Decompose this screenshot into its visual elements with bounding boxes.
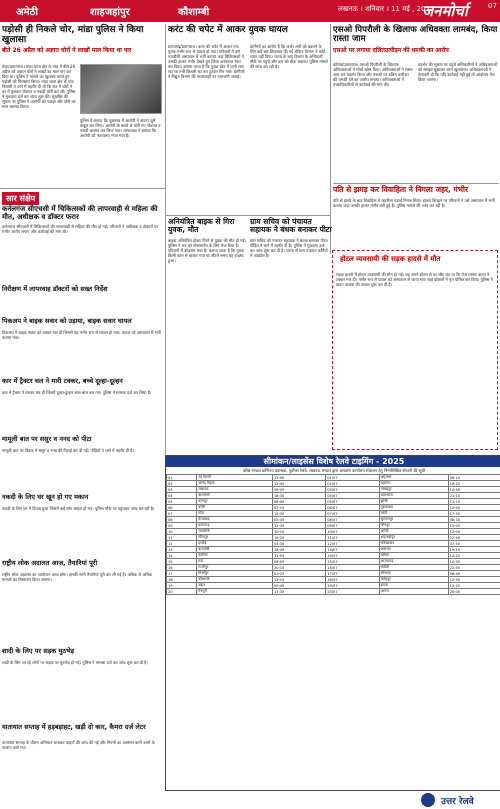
table-cell: 10:35 xyxy=(448,559,500,565)
subheadline-theft: बीते 26 अप्रैल को अज्ञात चोरों ने लाखों माल किया था पार xyxy=(2,47,132,54)
table-cell: 15:20 xyxy=(272,511,325,517)
table-cell: 12:25 xyxy=(448,583,500,589)
table-cell: अमृतसर xyxy=(379,475,448,481)
table-cell: 09:05 xyxy=(272,487,325,493)
table-cell: 02 xyxy=(167,481,197,487)
table-cell: 13 xyxy=(167,547,197,553)
table-cell: 13/07 xyxy=(326,547,379,553)
table-cell: 17/07 xyxy=(326,571,379,577)
table-cell: 11/07 xyxy=(326,535,379,541)
table-cell: 19:15 xyxy=(448,547,500,553)
table-cell: 12 xyxy=(167,541,197,547)
table-cell: 08 xyxy=(167,517,197,523)
notice-table xyxy=(166,474,500,595)
table-cell: गाजीपुर xyxy=(197,565,273,571)
table-cell: 20:05 xyxy=(448,589,500,595)
table-cell: 04:30 xyxy=(272,541,325,547)
table-cell: 10/07 xyxy=(326,529,379,535)
table-cell: 02/07 xyxy=(326,481,379,487)
article-text-advocates-2: प्रदर्शन की सूचना पर पहुंचे अधिकारियों ने अधिवक्ताओं को समझा-बुझाकर जाम खुलवाया। अधिवक्ताओं ने चेतावनी दी कि यदि कार्रवाई नहीं हुई तो आंदोलन तेज किया जाएगा। xyxy=(418,62,497,82)
table-cell: 06 xyxy=(167,505,197,511)
table-cell: 20 xyxy=(167,589,197,595)
section-rule xyxy=(333,183,499,184)
brief-text-1: कर्नलगंज सीएचसी में चिकित्सकों की लापरवाही से महिला की मौत हो गई। परिजनों ने अधीक्षक व डॉक्टरों पर गंभीर आरोप लगाए और कार्रवाई की मांग की। xyxy=(2,224,159,234)
table-cell: लखनऊ xyxy=(197,487,273,493)
table-cell: जौनपुर xyxy=(379,523,448,529)
table-cell: 07:15 xyxy=(272,505,325,511)
brief-text-3: पिकअप ने बाइक सवार को टक्कर मार दी जिससे वह गंभीर रूप से घायल हो गया। घायल को अस्पताल में भर्ती कराया गया। xyxy=(2,330,161,340)
table-cell: मुरादाबाद xyxy=(379,505,448,511)
table-cell: सोनभद्र xyxy=(379,571,448,577)
headline-brief-5: मामूली बात पर ससुर व ननद को पीटा xyxy=(2,435,92,443)
table-cell: 22:40 xyxy=(448,535,500,541)
brief-text-6: नकदी के लिए घर में विवाद हुआ जिसमें कई लोग घायल हो गए। पुलिस मौके पर पहुंचकर जांच कर रही है। xyxy=(2,506,155,511)
headline-brief-1: कर्नलगंज सीएचसी में चिकित्सकों की लापरवाही से महिला की मौत, अधीक्षक व डॉक्टर फरार xyxy=(2,205,158,221)
table-cell: कानपुर xyxy=(197,499,273,505)
table-cell: 14:45 xyxy=(448,487,500,493)
table-cell: 15/07 xyxy=(326,559,379,565)
table-cell: सीतापुर xyxy=(197,535,273,541)
table-cell: 08:30 xyxy=(448,517,500,523)
section-rule xyxy=(165,215,330,216)
column-divider xyxy=(165,24,166,454)
table-cell: प्रयागराज xyxy=(379,493,448,499)
table-cell: 01/07 xyxy=(326,475,379,481)
table-cell: 03/07 xyxy=(326,487,379,493)
location-amethi: अमेठी xyxy=(16,7,39,18)
table-cell: 13:40 xyxy=(272,481,325,487)
table-cell: 12:35 xyxy=(272,523,325,529)
table-cell: 18:30 xyxy=(272,493,325,499)
footer-brand: उत्तर रेलवे xyxy=(441,797,474,807)
table-cell: 21:10 xyxy=(448,493,500,499)
table-cell: इटावा xyxy=(379,583,448,589)
table-cell: शाहजहांपुर xyxy=(379,535,448,541)
table-cell: प्रतापगढ़ xyxy=(197,523,273,529)
table-cell: 16 xyxy=(167,565,197,571)
table-cell: 05/07 xyxy=(326,499,379,505)
table-cell: 05 xyxy=(167,499,197,505)
table-cell: 03 xyxy=(167,487,197,493)
headline-brief-2: निरीक्षण में लापरवाह डॉक्टरों को सख्त निर्देश xyxy=(2,285,108,293)
table-cell: वाराणसी xyxy=(197,493,273,499)
brief-text-5: मामूली बात पर विवाद में ससुर व ननद की पिटाई कर दी गई। पीड़ितों ने थाने में तहरीर दी है। xyxy=(2,448,134,453)
article-text-bike: बाइक अनियंत्रित होकर गिरने से युवक की मौत हो गई। पुलिस ने शव को पोस्टमार्टम के लिए भेज दिया है। परिजनों में कोहराम मचा है। बताया जाता है कि युवक किसी काम से बाजार गया था लौटते समय यह हादसा हुआ। xyxy=(168,238,246,263)
headline-brief-6: नकदी के लिए घर खून हो गए मकान xyxy=(2,493,89,501)
table-cell: 15 xyxy=(167,559,197,565)
table-cell: 17 xyxy=(167,571,197,577)
table-cell: 14/07 xyxy=(326,553,379,559)
date-line: लखनऊ । शनिवार । 11 मई , 2025 xyxy=(338,5,435,13)
table-cell: 11 xyxy=(167,535,197,541)
table-cell: 11:25 xyxy=(448,499,500,505)
headline-brief-9: यातायात सप्ताह में हड़बड़ाहट, खड़ी दो कार, कैमरा दर्ज लेटर xyxy=(2,723,146,731)
table-cell: फर्रुखाबाद xyxy=(379,541,448,547)
table-cell: 09/07 xyxy=(326,523,379,529)
headline-hotel-owner: होटल व्यवसायी की सड़क हादसे में मौत xyxy=(340,255,441,263)
headline-theft: पड़ोसी ही निकले चोर, मांडा पुलिस ने किया खुलासा xyxy=(2,25,144,45)
table-cell: 19/07 xyxy=(326,583,379,589)
notice-footer xyxy=(165,790,500,809)
table-cell: सुल्तानपुर xyxy=(379,517,448,523)
table-cell: आगरा xyxy=(379,589,448,595)
table-cell: 06:40 xyxy=(448,571,500,577)
brief-text-9: यातायात सप्ताह के दौरान अभियान चलाकर वाहनों की जांच की गई और नियमों का उल्लंघन करने वालों के चालान काटे गए। xyxy=(2,740,155,750)
table-cell: 18 xyxy=(167,577,197,583)
table-cell: 14 xyxy=(167,553,197,559)
railway-notice xyxy=(165,455,500,809)
table-cell: 09:40 xyxy=(272,583,325,589)
newspaper-brand: जनमोर्चा xyxy=(422,2,468,20)
table-cell: 17:35 xyxy=(272,589,325,595)
table-cell: 14:20 xyxy=(448,553,500,559)
briefs-tag: सार संक्षेप xyxy=(2,192,39,205)
table-cell: 10:40 xyxy=(448,505,500,511)
table-cell: बाराबंकी xyxy=(197,547,273,553)
table-cell: 04/07 xyxy=(326,493,379,499)
headline-brief-8: शादी के लिए पर सड़क मुठभेड़ xyxy=(2,647,75,655)
brief-text-4: कार में ट्रैक्टर ने टक्कर मार दी जिसमें दूल्हा-दूल्हन बाल-बाल बच गए। पुलिस ने मामला दर्ज कर लिया है। xyxy=(2,390,152,395)
article-text-poison: पति से झगड़े के बाद विवाहिता ने जहरीला पदार्थ निगल लिया। हालत बिगड़ने पर परिजनों ने उसे अस्पताल में भर्ती कराया जहां उसकी हालत गंभीर बनी हुई है। पुलिस मामले की जांच कर रही है। xyxy=(333,198,495,208)
headline-brief-7: राष्ट्रीय लोक अदालत आज, तैयारियां पूरी xyxy=(2,559,98,567)
location-kaushambi: कौशाम्बी xyxy=(178,7,210,18)
table-cell: चंदौली xyxy=(379,565,448,571)
table-cell: रायबरेली xyxy=(197,529,273,535)
table-cell: 15:50 xyxy=(448,577,500,583)
brief-text-8: शादी के लिए जा रहे लोगों पर सड़क पर मुठभेड़ हो गई। पुलिस ने मामला दर्ज कर जांच शुरू कर दी है। xyxy=(2,660,148,665)
article-text-advocates: कोरांव/प्रयागराज। एसओ पिपरौली के खिलाफ अधिवक्ताओं ने मोर्चा खोल दिया। अधिवक्ताओं ने रास्ता जाम कर प्रदर्शन किया और एसओ पर दलित उत्पीड़न की धमकी देने का आरोप लगाया। अधिवक्ताओं ने उच्चाधिकारियों से कार्रवाई की मांग की। xyxy=(333,62,413,87)
table-cell: 07:50 xyxy=(448,541,500,547)
table-cell: बस्ती xyxy=(379,511,448,517)
headline-advocates-protest: एसओ पिपरौली के खिलाफ अधिवक्ता लामबंद, किया रास्ता जाम xyxy=(333,25,498,45)
table-cell: अमेठी xyxy=(379,529,448,535)
table-cell: नई दिल्ली xyxy=(197,475,273,481)
table-cell: मिर्जापुर xyxy=(197,571,273,577)
table-cell: 09 xyxy=(167,523,197,529)
headline-village-secretary: ग्राम सचिव को पंचायत सहायक ने बंधक बनाकर पीटा xyxy=(250,217,332,235)
table-cell: बरेली xyxy=(197,505,273,511)
article-text-hotel: सड़क हादसे में होटल व्यवसायी की मौत हो गई। वह अपने होटल से घर लौट रहा था कि तेज रफ्तार वाहन ने टक्कर मार दी। गंभीर रूप से घायल को अस्पताल ले जाया गया जहां डॉक्टरों ने मृत घोषित कर दिया। पुलिस ने वाहन चालक की तलाश शुरू कर दी है। xyxy=(336,272,493,287)
headline-bike-accident: अनियंत्रित बाइक से गिरा युवक, मौत xyxy=(168,217,235,235)
news-photo-police xyxy=(80,64,162,114)
table-cell: 16/07 xyxy=(326,565,379,571)
table-cell: बलिया xyxy=(379,553,448,559)
table-cell: 16:45 xyxy=(272,547,325,553)
table-cell: झांसी xyxy=(379,499,448,505)
table-cell: 08/07 xyxy=(326,517,379,523)
table-cell: 19:25 xyxy=(272,535,325,541)
article-text-electric-2: ग्रामीणों का आरोप है कि जर्जर तारों को बदलने के लिए कई बार शिकायत की गई लेकिन विभाग ने कोई ध्यान नहीं दिया। घटना के बाद विभाग के अधिकारी मौके पर पहुंचे और तार को ठीक कराया। पुलिस मामले की जांच कर रही है। xyxy=(250,44,328,69)
table-cell: 13:15 xyxy=(272,577,325,583)
headline-brief-4: कार में ट्रैक्टर चल ने मारी टक्कर, बच्चे दूल्हा-दूल्हन xyxy=(2,377,123,385)
table-cell: गोरखपुर xyxy=(379,487,448,493)
table-cell: 08:15 xyxy=(448,475,500,481)
article-text-electric: प्रतापगढ़/प्रयागराज। करंट की चपेट में आकर एक युवक गंभीर रूप से घायल हो गया। परिजनों ने उसे नजदीकी अस्पताल में भर्ती कराया जहां चिकित्सकों ने उसकी हालत गंभीर देखते हुए जिला अस्पताल रेफर कर दिया। बताया जाता है कि युवक खेत में पानी लगा रहा था तभी बिजली का तार टूटकर गिर गया। ग्रामीणों ने विद्युत विभाग की लापरवाही पर नाराजगी जताई। xyxy=(168,44,245,79)
table-cell: मैनपुरी xyxy=(197,589,273,595)
table-cell: 04 xyxy=(167,493,197,499)
table-cell: 07/07 xyxy=(326,511,379,517)
table-cell: 12/07 xyxy=(326,541,379,547)
table-cell: फतेहपुर xyxy=(379,577,448,583)
page-number: 07 xyxy=(488,2,497,10)
table-cell: 18/07 xyxy=(326,577,379,583)
table-cell: 17:55 xyxy=(448,511,500,517)
table-cell: 06/07 xyxy=(326,505,379,511)
table-cell: कौशाम्बी xyxy=(197,577,273,583)
article-text-secretary: ग्राम सचिव को पंचायत सहायक ने बंधक बनाकर पीटा। पीड़ित ने थाने में तहरीर दी है। पुलिस ने मुकदमा दर्ज कर जांच शुरू कर दी है। घटना से ग्राम पंचायत कर्मियों में आक्रोश है। xyxy=(250,238,329,258)
table-cell: 10:10 xyxy=(272,529,325,535)
masthead-bar xyxy=(0,0,500,22)
railway-logo-icon xyxy=(421,793,435,807)
table-cell: 22:55 xyxy=(448,565,500,571)
location-shahjahanpur: शाहजहांपुर xyxy=(90,7,130,18)
table-cell: 20/07 xyxy=(326,589,379,595)
table-cell: आनंद विहार xyxy=(197,481,273,487)
table-cell: 05:45 xyxy=(272,517,325,523)
table-cell: उन्नाव xyxy=(197,583,273,589)
table-cell: 01 xyxy=(167,475,197,481)
subheadline-advocates: एसओ पर लगाया दलितउत्पीड़न की धमकी का आरोप xyxy=(333,47,449,54)
table-cell: आजमगढ़ xyxy=(379,559,448,565)
table-cell: 10 xyxy=(167,529,197,535)
notice-subtitle: वरिष्ठ मण्डल वाणिज्य प्रबन्धक, पूर्वोत्तर रेलवे, लखनऊ मण्डल द्वारा आरक्षण कार्यालय संचालन हेतु निम्नलिखित स्टेशनों की सूची xyxy=(243,468,425,473)
headline-brief-3: पिकअप ने बाइक सवार को उड़ाया, बाइक सवार घायल xyxy=(2,317,132,325)
table-cell: हरदोई xyxy=(197,541,273,547)
table-cell: अयोध्या xyxy=(379,547,448,553)
headline-poison: पति से झगड़ कर विवाहिता ने निगला जहर, गंभीर xyxy=(333,185,469,194)
table-cell: 20:10 xyxy=(272,565,325,571)
table-cell: 12:00 xyxy=(272,475,325,481)
notice-title: सीमांकन/लाइसेंस विशेष रेलवे टाइमिंग - 2025 xyxy=(166,456,500,467)
table-cell: सहरसा xyxy=(379,481,448,487)
table-cell: 08:05 xyxy=(272,559,325,565)
section-rule xyxy=(0,188,165,189)
table-cell: 11:55 xyxy=(272,553,325,559)
table-cell: 06:50 xyxy=(272,499,325,505)
table-cell: 15:05 xyxy=(448,523,500,529)
table-cell: 12:00 xyxy=(448,529,500,535)
table-cell: 19 xyxy=(167,583,197,589)
article-text-theft-2: पुलिस ने बताया कि पूछताछ में आरोपी ने अपना जुर्म कबूल कर लिया। आरोपी के कब्जे से चोरी गए जेवरात व नकदी बरामद कर लिया गया। थानाध्यक्ष ने बताया कि आरोपी को न्यायालय भेजा गया है। xyxy=(80,118,161,138)
table-cell: 03:25 xyxy=(272,571,325,577)
table-row xyxy=(167,589,500,595)
table-cell: गोंडा xyxy=(197,511,273,517)
table-cell: देवरिया xyxy=(197,553,273,559)
table-cell: फैजाबाद xyxy=(197,517,273,523)
table-cell: मऊ xyxy=(197,559,273,565)
brief-text-7: राष्ट्रीय लोक अदालत का आयोजन आज होगा। इसकी सभी तैयारियां पूरी कर ली गई हैं। अधिक से अधिक मामलों का निस्तारण किया जाएगा। xyxy=(2,572,152,582)
article-text-theft: मेजा/प्रयागराज। मांडा थाना क्षेत्र के गांव में बीते 26 अप्रैल को अज्ञात चोरों ने लाखों का माल पार कर दिया था। पुलिस ने मामले का खुलासा करते हुए पड़ोसी को गिरफ्तार किया। मांडा थाना क्षेत्र के गांव निवासी ने थाने में तहरीर दी थी कि रात में चोरों ने घर में घुसकर जेवरात व नकदी चोरी कर ली। पुलिस ने मुकदमा दर्ज कर जांच शुरू की। मुखबिर की सूचना पर पुलिस ने आरोपी को पकड़ा और चोरी का माल बरामद किया। xyxy=(2,64,76,109)
table-cell: 16:20 xyxy=(448,481,500,487)
table-cell: 07 xyxy=(167,511,197,517)
headline-electric-shock: करंट की चपेट में आकर युवक घायल xyxy=(168,25,288,35)
